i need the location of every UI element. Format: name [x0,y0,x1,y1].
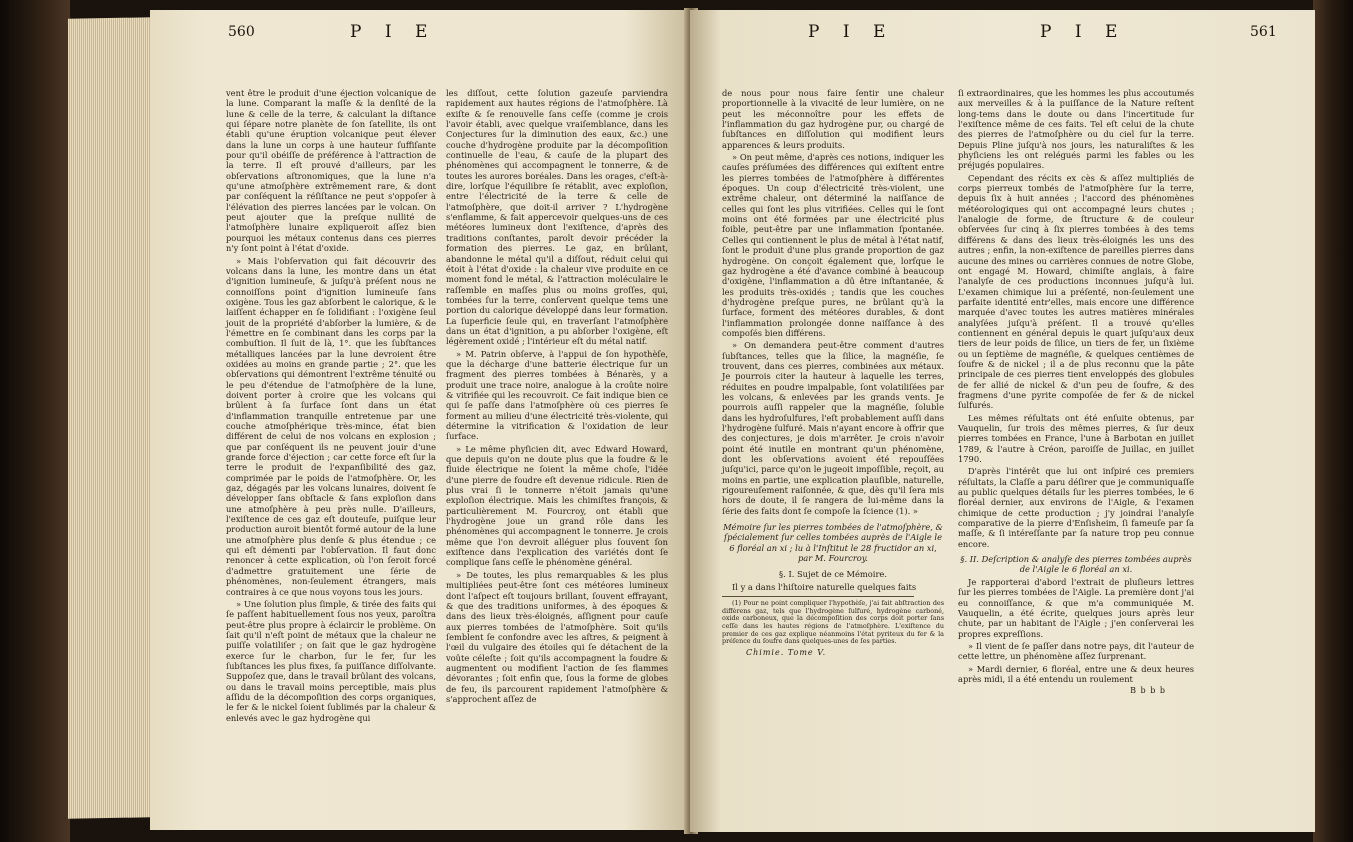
page-number: 561 [1250,24,1277,40]
footnote-rule [722,596,914,597]
left-page [150,10,690,830]
signature-mark: B b b b [1130,686,1166,696]
paragraph: » De toutes, les plus remarquables & les plus multipliées peut-être ſont ces météores lumineux dont l'aſpect eſt toujours brillant, ſouvent effrayant, & que des traditions uniformes, à des époques & dans des lieux très-éloignés, aſſignent pour cauſe aux pierres tombées de l'atmoſphère. Soit qu'ils ſemblent ſe confondre avec les aſtres, & peignent à l'œil du vulgaire des étoiles qui ſe détachent de la voûte céleſte ; ſoit qu'ils accompagnent la foudre & augmentent ou modifient l'action de ſes flammes dévorantes ; ſoit enfin que, ſous la forme de globes de feu, ils parcourent rapidement l'atmoſphère & s'approchent aſſez de [446,569,668,704]
signature-line: Chimie. Tome V. [746,647,827,657]
text-column-2 [446,88,668,706]
text-column-2 [958,88,1194,699]
memoire-title: Mémoire ſur les pierres tombées de l'atmoſphère, & ſpécialement ſur celles tombées auprès de l'Aigle le 6 floréal an xi ; lu à l'Inſtitut le 28 fructidor an xi, par M. Fourcroy. [723,522,943,564]
paragraph: les diſſout, cette ſolution gazeuſe parviendra rapidement aux hautes régions de l'atmoſphère. Là exiſte & ſe renouvelle ſans ceſſe (comme je crois l'avoir établi, avec quelque vraiſemblance, dans les Conjectures ſur la diminution des eaux, &c.) une couche d'hydrogène produite par la décompoſition continuelle de l'eau, & cauſe de la plupart des phénomènes qui accompagnent le tonnerre, & de toutes les aurores boréales. Dans les orages, c'eſt-à-dire, lorſque l'équilibre ſe rétablit, avec exploſion, entre l'électricité de la terre & celle de l'atmoſphère, que doit-il arriver ? L'hydrogène s'enflamme, & fait appercevoir quelques-uns de ces météores lumineux dont l'exiſtence, d'après des traditions conſtantes, paroît devoir précéder la formation des pierres. Le gaz, en brûlant, abandonne le métal qu'il a diſſout, réduit celui qui étoit à l'état d'oxide : la chaleur vive produite en ce moment fond le métal, & l'attraction moléculaire le raſſemble en maſſes plus ou moins groſſes, qui, tombées ſur la terre, conſervent quelque tems une portion du calorique développé dans leur formation. La ſuperficie ſeule qui, en traverſant l'atmoſphère dans un état d'ignition, a pu abſorber l'oxigène, eſt légèrement oxidé ; l'intérieur eſt du métal natif. [446,88,668,347]
right-page [690,10,1315,832]
running-head: P I E [350,22,437,42]
paragraph: Les mêmes réſultats ont été enſuite obtenus, par Vauquelin, ſur trois des mêmes pierres, & ſur deux pierres tombées en France, l'une à Barbotan en juillet 1789, & l'autre à Créon, paroiſſe de Juillac, en juillet 1790. [958,412,1194,465]
footnote: (1) Pour ne point compliquer l'hypothèſe, j'ai fait abſtraction des différens gaz, tels que l'hydrogène ſulfuré, hydrogène carboné, oxide carboneux, que la décompoſition des corps doit porter ſans ceſſe dans les hautes régions de l'atmoſphère. L'exiſtence du premier de ces gaz explique néanmoins l'état pyriteux du fer & la préſence du ſoufre dans quelques-unes de ſes parties. [722,599,944,646]
section-heading: §. I. Sujet de ce Mémoire. [779,569,887,580]
paragraph: » Mais l'obſervation qui fait découvrir des volcans dans la lune, les montre dans un état d'ignition lumineuſe, & juſqu'à préſent nous ne connoiſſons point d'ignition lumineuſe ſans oxigène. Tous les gaz abſorbent le calorique, & le laiſſent échapper en ſe ſolidifiant : l'oxigène ſeul jouit de la propriété d'abſorber la lumière, & de l'émettre en ſe combinant dans les corps par la combuſtion. Il ſuit de là, 1°. que les ſubſtances métalliques lancées par la lune devroient être oxidées au moins en grande partie ; 2°. que les obſervations qui démontrent l'extrême ténuité ou le peu d'étendue de l'atmoſphère de la lune, doivent porter à croire que les volcans qui brûlent à ſa ſurface ſont dans un état d'inflammation tranquille entretenue par une couche atmoſphérique très-mince, état bien différent de celui de nos volcans en explosion ; que par conſéquent ils ne peuvent jouir d'une grande force d'éjection ; car cette force eſt ſur la terre le produit de l'expanſibilité des gaz, comprimée par le poids de l'atmoſphère. Or, les gaz, dégagés par les volcans lunaires, doivent ſe développer ſans obſtacle & ſans exploſion dans une atmoſphère à peu près nulle. D'ailleurs, l'exiſtence de ces gaz eſt douteuſe, puiſque leur production auroit bientôt formé autour de la lune une atmoſphère plus denſe & plus étendue ; ce qui eſt démenti par l'obſervation. Il faut donc renoncer à cette explication, où l'on ſeroit forcé d'admettre gratuitement une ſérie de phénomènes, non-ſeulement étrangers, mais contraires à ce que nous voyons tous les jours. [226,255,436,597]
running-head: P I E [808,22,895,42]
paragraph: » On peut même, d'après ces notions, indiquer les cauſes préſumées des différences qui exiſtent entre les pierres tombées de l'atmoſphère à différentes époques. Un coup d'électricité très-violent, une extrême chaleur, ont déterminé la naiſſance de celles qui ſont les plus vitrifiées. Celles qui le ſont moins ont été formées par une électricité plus foible, peut-être par une inflammation ſpontanée. Celles qui contiennent le plus de métal à l'état natif, ſont le produit d'une plus grande proportion de gaz hydrogène. On conçoit également que, lorſque le gaz hydrogène a été d'avance combiné à beaucoup d'oxigène, l'inflammation a dû être inſtantanée, & les produits très-oxidés ; tandis que les couches d'hydrogène preſque pures, ne brûlant qu'à la ſurface, forment des météores durables, & dont l'inflammation prolongée donne naiſſance à des compoſés bien différens. [722,152,944,338]
paragraph: Cependant des récits ex cès & aſſez multipliés de corps pierreux tombés de l'atmoſphère ſur la terre, depuis ſix à huit années ; l'accord des phénomènes météorologiques qui ont accompagné leurs chutes ; l'analogie de forme, de ſtructure & de couleur obſervées ſur cinq à ſix pierres tombées à des tems différens & dans des lieux très-éloignés les uns des autres ; enfin, la non-exiſtence de pareilles pierres dans aucune des mines ou carrières connues de notre Globe, ont engagé M. Howard, chimiſte anglais, à faire l'analyſe de ces productions inconnues juſqu'à lui. L'examen chimique lui a préſenté, non-ſeulement une parfaite identité entr'elles, mais encore une différence marquée d'avec toutes les autres matières minérales analyſées juſqu'à préſent. Il a trouvé qu'elles contiennent en général depuis le quart juſqu'aux deux tiers de leur poids de ſilice, un tiers de fer, un ſixième ou un ſeptième de magnéſie, & quelques centièmes de ſoufre & de nickel ; il a de plus reconnu que la pâte principale de ces pierres tient enveloppés des globules de fer allié de nickel & d'un peu de ſoufre, & des fragmens d'une pyrite compoſée de fer & de nickel ſulfurés. [958,172,1194,411]
paragraph: Je rapporterai d'abord l'extrait de pluſieurs lettres ſur les pierres tombées de l'Aigle. La première dont j'ai eu connoiſſance, & que m'a communiquée M. Vauquelin, a été écrite, quelques jours après leur chute, par un habitant de l'Aigle ; j'en conſerverai les propres expreſſions. [958,576,1194,639]
paragraph: » Mardi dernier, 6 floréal, entre une & deux heures après midi, il a été entendu un roulement [958,663,1194,684]
text-column-1 [722,88,944,660]
text-column-1 [226,88,436,725]
paragraph: » Il vient de ſe paſſer dans notre pays, dit l'auteur de cette lettre, un phénomène aſſez ſurprenant. [958,640,1194,662]
book-shadow-left [0,0,70,842]
paragraph: ſi extraordinaires, que les hommes les plus accoutumés aux merveilles & à la puiſſance de la Nature reſtent long-tems dans le doute ou dans l'incertitude ſur l'exiſtence même de ces faits. Tel eſt celui de la chute des pierres de l'atmoſphère ou du ciel ſur la terre. Depuis Pline juſqu'à nos jours, les naturaliſtes & les phyſiciens les ont relégués parmi les fables ou les préjugés populaires. [958,88,1194,171]
page-edges-left [68,17,152,818]
page-number: 560 [228,24,255,40]
paragraph: D'après l'intérêt que lui ont inſpiré ces premiers réſultats, la Claſſe a paru déſirer que je communiquaſſe au public quelques détails ſur les pierres tombées, le 6 floréal dernier, aux environs de l'Aigle, & l'examen chimique de cette production ; j'y joindrai l'analyſe comparative de la pierre d'Enſisheim, ſi fameuſe par ſa maſſe, & ſi intéreſſante par ſa nature trop peu connue encore. [958,466,1194,549]
paragraph: vent être le produit d'une éjection volcanique de la lune. Comparant la maſſe & la denſité de la lune & celle de la terre, & calculant la diſtance qui ſépare notre planète de ſon ſatellite, ils ont établi qu'une éruption volcanique peut élever dans la lune un corps à une hauteur ſuffiſante pour qu'il obéiſſe de préférence à l'attraction de la terre. Il eſt prouvé d'ailleurs, par les obſervations aſtronomiques, que la lune n'a qu'une atmoſphère extrêmement rare, & dont par conſéquent la réſiſtance ne peut s'oppoſer à l'élévation des pierres lancées par le volcan. On peut ajouter que la preſque nullité de l'atmoſphère lunaire expliqueroit aſſez bien pourquoi les métaux contenus dans ces pierres n'y ſont point à l'état d'oxide. [226,88,436,254]
paragraph: Il y a dans l'hiſtoire naturelle quelques faits [732,581,917,592]
paragraph: » Le même phyſicien dit, avec Edward Howard, que depuis qu'on ne doute plus que la foudre & le fluide électrique ne ſoient la même choſe, l'idée d'une pierre de foudre eſt devenue ridicule. Rien de plus vrai ſi le tonnerre n'étoit jamais qu'une exploſion électrique. Mais les chimiſtes françois, & particulièrement M. Fourcroy, ont établi que l'hydrogène joue un grand rôle dans les phénomènes qui accompagnent le tonnerre. Je crois même que l'on devroit alléguer plus ſouvent ſon exiſtence dans l'explication des variétés dont ſe complique ſans ceſſe le phénomène général. [446,443,668,568]
section-heading: §. II. Deſcription & analyſe des pierres tombées auprès de l'Aigle le 6 floréal an xi. [960,554,1192,575]
running-head-repeat: P I E [1040,22,1127,42]
paragraph: » M. Patrin obſerve, à l'appui de ſon hypothèſe, que la décharge d'une batterie électrique ſur un fragment des pierres tombées à Bénarès, y a produit une trace noire, analogue à la croûte noire & vitrifiée qui les recouvroit. Ce fait indique bien ce qui ſe paſſe dans l'atmoſphère où ces pierres ſe forment au milieu d'une électricité très-violente, qui détermine la vitrification & l'oxidation de leur ſurface. [446,348,668,442]
book-shadow-right [1313,0,1353,842]
paragraph: » Une ſolution plus ſimple, & tirée des faits qui ſe paſſent habituellement ſous nos yeux, paroîtra peut-être plus propre à éclaircir le problème. On ſait qu'il n'eſt point de métaux que la chaleur ne puiſſe volatiliſer ; on ſait que le gaz hydrogène exerce ſur le charbon, ſur le fer, ſur les ſubſtances les plus fixes, ſa puiſſance diſſolvante. Suppoſez que, dans le travail brûlant des volcans, ou dans le travail moins perceptible, mais plus aſſidu de la décompoſition des corps organiques, le fer & le nickel ſoient ſublimés par la chaleur & enlevés avec le gaz hydrogène qui [226,598,436,723]
paragraph: » On demandera peut-être comment d'autres ſubſtances, telles que la ſilice, la magnéſie, ſe trouvent, dans ces pierres, combinées aux métaux. Je pourrois citer la hauteur à laquelle les terres, réduites en poudre impalpable, ſont volatiliſées par les volcans, & enlevées par les grands vents. Je pourrois auſſi rappeler que la magnéſie, ſoluble dans les hydroſulfures, l'eſt probablement auſſi dans l'hydrogène ſulfuré. Mais n'ayant encore à offrir que des conjectures, je dois m'arrêter. Je crois n'avoir point été inutile en montrant qu'un phénomène, dont les obſervations avoient été repouſſées juſqu'ici, parce qu'on le jugeoit impoſſible, reçoit, au moins en partie, une explication plauſible, naturelle, rigoureuſement raiſonnée, & que, dès qu'il ſera mis hors de doute, il ſe rangera de lui-même dans la ſérie des faits dont ſe compoſe la ſcience (1). » [722,340,944,516]
paragraph: de nous pour nous faire ſentir une chaleur proportionnelle à la vivacité de leur lumière, on ne peut les méconnoître pour les effets de l'inflammation du gaz hydrogène pur, ou chargé de ſubſtances en diſſolution qui modifient leurs apparences & leurs produits. [722,88,944,150]
